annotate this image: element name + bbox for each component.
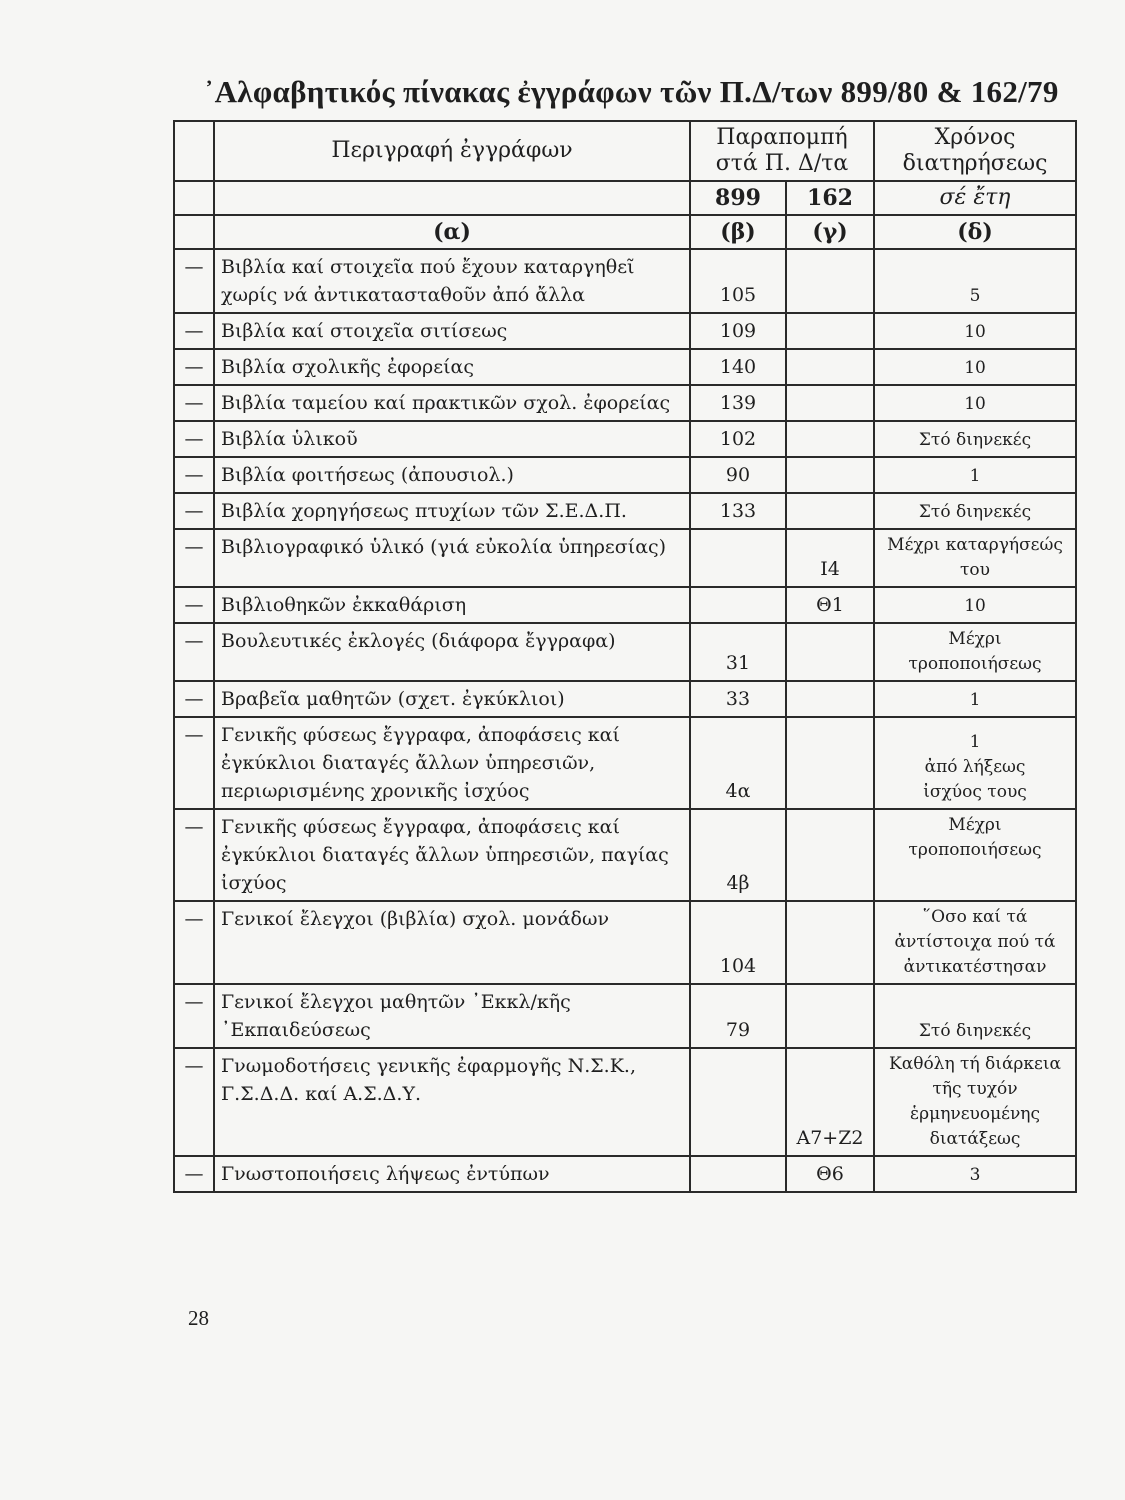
table-row	[174, 349, 1076, 385]
table-row	[174, 901, 1076, 984]
row-retention: 10	[874, 313, 1076, 349]
row-ref-899	[690, 1156, 786, 1192]
row-retention: 10	[874, 385, 1076, 421]
table-row	[174, 809, 1076, 901]
row-dash: —	[174, 681, 214, 717]
row-dash: —	[174, 901, 214, 984]
row-dash: —	[174, 385, 214, 421]
table-row	[174, 1048, 1076, 1156]
row-retention: Στό διηνεκές	[874, 984, 1076, 1048]
row-ref-162	[786, 249, 874, 313]
row-ref-162	[786, 313, 874, 349]
row-retention: 10	[874, 587, 1076, 623]
row-description: Βιβλία ὑλικοῦ	[214, 421, 690, 457]
row-ref-899: 102	[690, 421, 786, 457]
table-row	[174, 1156, 1076, 1192]
row-description: Βιβλία καί στοιχεῖα πού ἔχουν καταργηθεῖ χωρίς νά ἀντικατασταθοῦν ἀπό ἄλλα	[214, 249, 690, 313]
row-ref-162: Ι4	[786, 529, 874, 587]
row-description: Γνωστοποιήσεις λήψεως ἐντύπων	[214, 1156, 690, 1192]
row-ref-162	[786, 457, 874, 493]
table-row	[174, 529, 1076, 587]
table-row	[174, 681, 1076, 717]
row-retention: Καθόλη τή διάρκεια τῆς τυχόν ἑρμηνευομένης διατάξεως	[874, 1048, 1076, 1156]
row-ref-899	[690, 587, 786, 623]
row-dash: —	[174, 623, 214, 681]
header-description: Περιγραφή ἐγγράφων	[214, 121, 690, 181]
row-ref-899	[690, 1048, 786, 1156]
row-dash: —	[174, 493, 214, 529]
row-ref-162: Θ1	[786, 587, 874, 623]
row-dash: —	[174, 529, 214, 587]
header-blank	[174, 121, 214, 181]
header-letter-b: (β)	[690, 215, 786, 249]
row-dash: —	[174, 313, 214, 349]
row-retention: 5	[874, 249, 1076, 313]
row-ref-162	[786, 717, 874, 809]
header-letters-row	[174, 215, 1076, 249]
row-retention: 1	[874, 457, 1076, 493]
row-ref-899: 104	[690, 901, 786, 984]
row-dash: —	[174, 349, 214, 385]
row-ref-899: 109	[690, 313, 786, 349]
row-ref-899: 105	[690, 249, 786, 313]
row-ref-162	[786, 385, 874, 421]
row-ref-162: Θ6	[786, 1156, 874, 1192]
row-description: Γνωμοδοτήσεις γενικῆς ἐφαρμογῆς Ν.Σ.Κ., Γ.Σ.Δ.Δ. καί Α.Σ.Δ.Υ.	[214, 1048, 690, 1156]
table-row	[174, 249, 1076, 313]
table-row	[174, 717, 1076, 809]
row-ref-899: 4β	[690, 809, 786, 901]
row-dash: —	[174, 809, 214, 901]
row-description: Βιβλιογραφικό ὑλικό (γιά εὐκολία ὑπηρεσίας)	[214, 529, 690, 587]
row-ref-162	[786, 901, 874, 984]
row-dash: —	[174, 421, 214, 457]
row-ref-162: Α7+Ζ2	[786, 1048, 874, 1156]
header-reference: Παραπομπή στά Π. Δ/τα	[690, 121, 874, 181]
header-col-899: 899	[690, 181, 786, 215]
row-dash: —	[174, 717, 214, 809]
header-letter-g: (γ)	[786, 215, 874, 249]
header-years: σέ ἔτη	[874, 181, 1076, 215]
header-blank-3	[214, 181, 690, 215]
page-title: ᾿Αλφαβητικός πίνακας ἐγγράφων τῶν Π.Δ/των 899/80 & 162/79	[204, 74, 1059, 109]
row-ref-899: 31	[690, 623, 786, 681]
row-retention: Μέχρι τροποποιήσεως	[874, 623, 1076, 681]
row-description: Γενικοί ἔλεγχοι μαθητῶν ᾿Εκκλ/κῆς ᾿Εκπαιδεύσεως	[214, 984, 690, 1048]
header-blank-4	[174, 215, 214, 249]
table-row	[174, 313, 1076, 349]
header-letter-d: (δ)	[874, 215, 1076, 249]
row-ref-899: 90	[690, 457, 786, 493]
row-description: Γενικῆς φύσεως ἔγγραφα, ἀποφάσεις καί ἐγκύκλιοι διαταγές ἄλλων ὑπηρεσιῶν, παγίας ἰσχύος	[214, 809, 690, 901]
row-dash: —	[174, 457, 214, 493]
row-retention: Μέχρι καταργήσεώς του	[874, 529, 1076, 587]
table-row	[174, 385, 1076, 421]
row-ref-899: 33	[690, 681, 786, 717]
row-retention: ῞Οσο καί τά ἀντίστοιχα πού τά ἀντικατέστησαν	[874, 901, 1076, 984]
row-ref-162	[786, 623, 874, 681]
row-dash: —	[174, 1156, 214, 1192]
table-row	[174, 623, 1076, 681]
header-row	[174, 121, 1076, 181]
row-ref-162	[786, 349, 874, 385]
row-description: Βιβλία χορηγήσεως πτυχίων τῶν Σ.Ε.Δ.Π.	[214, 493, 690, 529]
row-dash: —	[174, 587, 214, 623]
row-description: Βιβλία σχολικῆς ἐφορείας	[214, 349, 690, 385]
header-col-162: 162	[786, 181, 874, 215]
table-row	[174, 457, 1076, 493]
row-dash: —	[174, 984, 214, 1048]
row-description: Βουλευτικές ἐκλογές (διάφορα ἔγγραφα)	[214, 623, 690, 681]
header-subrow	[174, 181, 1076, 215]
row-retention: Στό διηνεκές	[874, 421, 1076, 457]
row-retention: 1	[874, 681, 1076, 717]
row-dash: —	[174, 249, 214, 313]
row-ref-899: 139	[690, 385, 786, 421]
row-description: Βιβλία καί στοιχεῖα σιτίσεως	[214, 313, 690, 349]
row-ref-162	[786, 681, 874, 717]
table-row	[174, 984, 1076, 1048]
row-description: Γενικοί ἔλεγχοι (βιβλία) σχολ. μονάδων	[214, 901, 690, 984]
row-ref-899: 133	[690, 493, 786, 529]
header-retention: Χρόνος διατηρήσεως	[874, 121, 1076, 181]
row-description: Βιβλία φοιτήσεως (ἀπουσιολ.)	[214, 457, 690, 493]
table-row	[174, 493, 1076, 529]
table-row	[174, 587, 1076, 623]
row-retention: Στό διηνεκές	[874, 493, 1076, 529]
row-ref-899: 140	[690, 349, 786, 385]
row-ref-899: 4α	[690, 717, 786, 809]
row-ref-162	[786, 493, 874, 529]
row-retention: 10	[874, 349, 1076, 385]
table-row	[174, 421, 1076, 457]
row-ref-899	[690, 529, 786, 587]
header-letter-a: (α)	[214, 215, 690, 249]
row-ref-162	[786, 809, 874, 901]
row-retention: 1 ἀπό λήξεως ἰσχύος τους	[874, 717, 1076, 809]
page-number: 28	[188, 1306, 209, 1330]
row-ref-899: 79	[690, 984, 786, 1048]
row-ref-162	[786, 421, 874, 457]
row-description: Βιβλιοθηκῶν ἐκκαθάριση	[214, 587, 690, 623]
row-description: Βιβλία ταμείου καί πρακτικῶν σχολ. ἐφορείας	[214, 385, 690, 421]
row-dash: —	[174, 1048, 214, 1156]
row-ref-162	[786, 984, 874, 1048]
row-description: Βραβεῖα μαθητῶν (σχετ. ἐγκύκλιοι)	[214, 681, 690, 717]
documents-table	[173, 120, 1077, 1193]
row-retention: 3	[874, 1156, 1076, 1192]
row-retention: Μέχρι τροποποιήσεως	[874, 809, 1076, 901]
row-description: Γενικῆς φύσεως ἔγγραφα, ἀποφάσεις καί ἐγκύκλιοι διαταγές ἄλλων ὑπηρεσιῶν, περιωρισμένης χρονικῆς ἰσχύος	[214, 717, 690, 809]
header-blank-2	[174, 181, 214, 215]
